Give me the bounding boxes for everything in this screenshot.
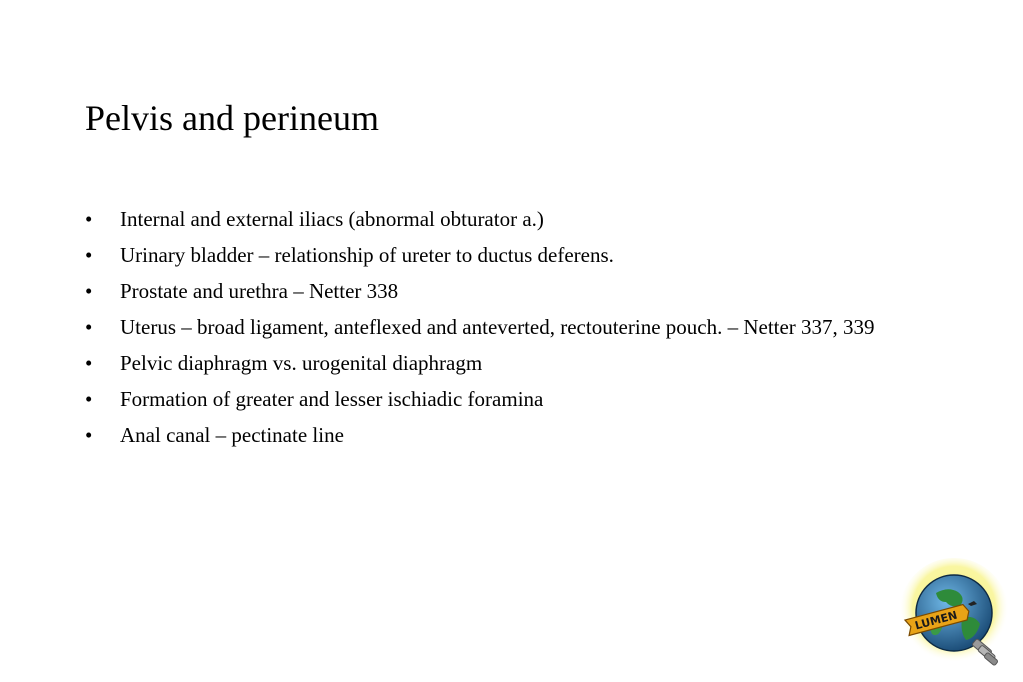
bullet-marker: • <box>85 423 93 447</box>
list-item <box>85 385 955 414</box>
slide-title: Pelvis and perineum <box>85 98 379 138</box>
bullet-text: Anal canal – pectinate line <box>120 423 344 447</box>
logo-text: LUMEN <box>913 608 959 633</box>
bullet-text: Pelvic diaphragm vs. urogenital diaphragm <box>120 351 483 375</box>
bullet-text: Uterus – broad ligament, anteflexed and anteverted, rectouterine pouch. – Netter 337, 339 <box>120 315 875 339</box>
list-item <box>85 277 955 306</box>
list-item <box>85 241 955 270</box>
bullet-marker: • <box>85 315 93 339</box>
bullet-text: Urinary bladder – relationship of ureter to ductus deferens. <box>120 243 614 267</box>
list-item <box>85 205 955 234</box>
bullet-text: Internal and external iliacs (abnormal obturator a.) <box>120 207 544 231</box>
bullet-text: Prostate and urethra – Netter 338 <box>120 279 399 303</box>
bullet-marker: • <box>85 387 93 411</box>
bullet-marker: • <box>85 351 93 375</box>
list-item <box>85 313 955 342</box>
bullet-text: Formation of greater and lesser ischiadic foramina <box>120 387 544 411</box>
bullet-list <box>85 205 955 457</box>
list-item <box>85 349 955 378</box>
list-item <box>85 421 955 450</box>
bullet-marker: • <box>85 243 93 267</box>
lumen-logo <box>896 558 1016 678</box>
bullet-marker: • <box>85 279 93 303</box>
bullet-marker: • <box>85 207 93 231</box>
